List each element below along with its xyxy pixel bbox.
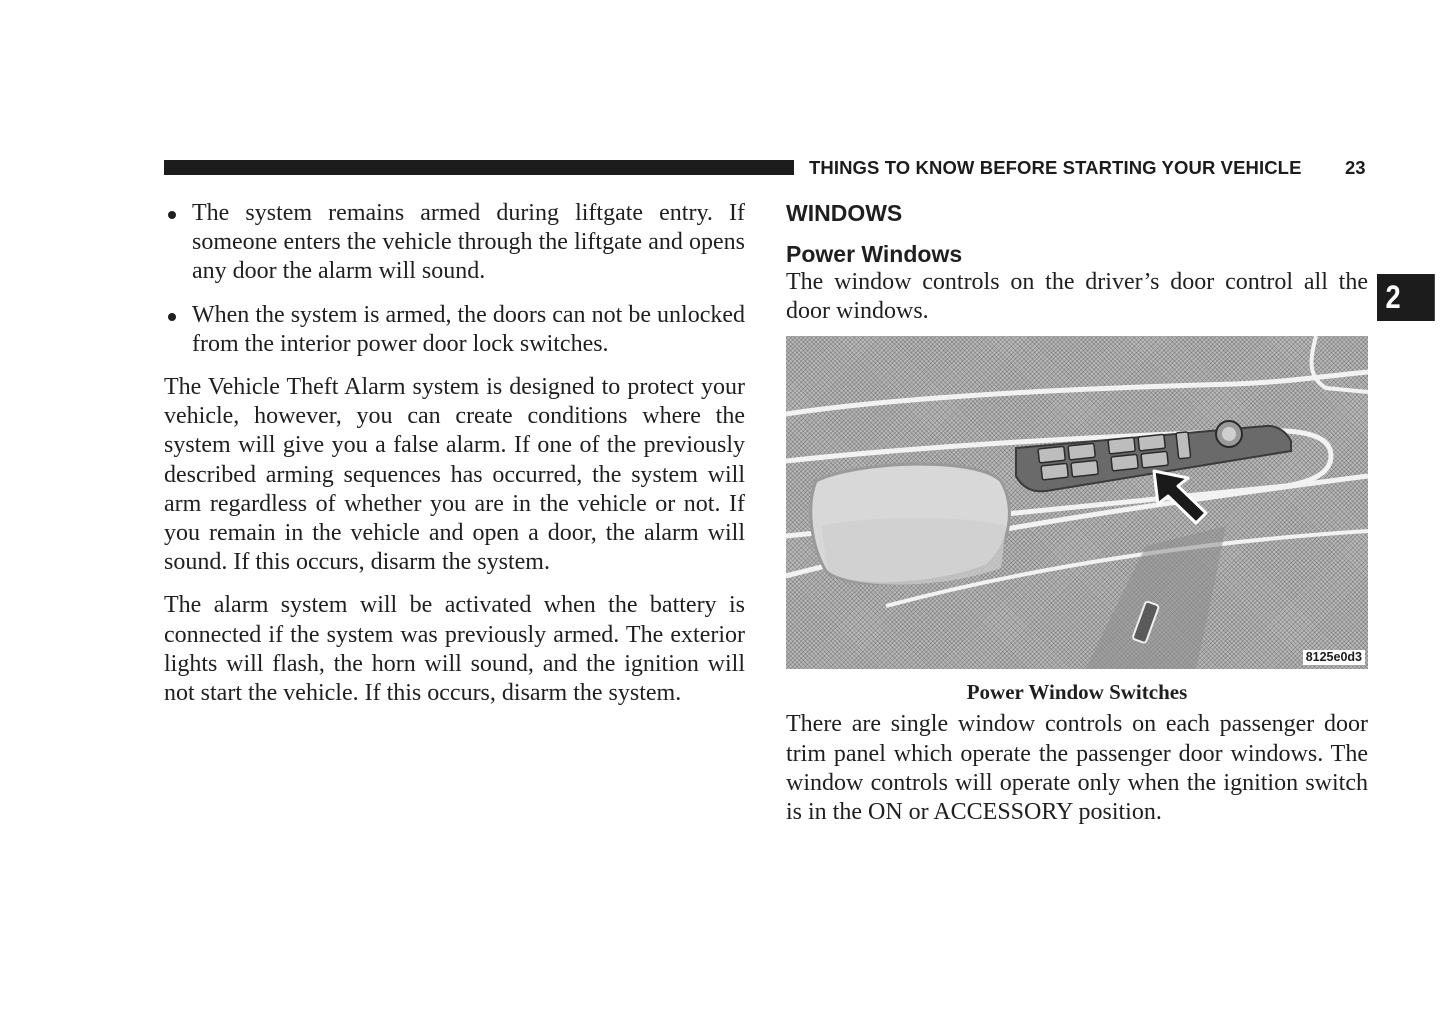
paragraph-battery: The alarm system will be activated when the battery is connected if the system was previously armed. The exterior lights will flash, the horn will sound, and the ignition will not start the vehicle. If this occurs, disarm the system. xyxy=(164,592,745,707)
intro-paragraph: The window controls on the driver’s door control all the door windows. xyxy=(786,269,1368,325)
figure-power-window-switches xyxy=(786,336,1368,669)
page-number: 23 xyxy=(1345,157,1366,178)
bullet-text: When the system is armed, the doors can not be unlocked from the interior power door lock switches. xyxy=(192,301,745,357)
header-rule xyxy=(164,160,794,175)
figure-caption: Power Window Switches xyxy=(966,680,1188,705)
body-paragraph: There are single window controls on each passenger door trim panel which operate the passenger door windows. The window controls will operate only when the ignition switch is in the ON or ACCESSORY position. xyxy=(786,711,1368,826)
left-column xyxy=(164,199,745,722)
bullet-list xyxy=(164,199,745,359)
bullet-item xyxy=(164,301,745,359)
bullet-text: The system remains armed during liftgate entry. If someone enters the vehicle through the liftgate and opens any door the alarm will sound. xyxy=(192,200,745,285)
door-panel-illustration xyxy=(786,336,1368,669)
right-column xyxy=(786,198,1368,841)
figure-code: 8125e0d3 xyxy=(1303,650,1365,665)
section-heading: WINDOWS xyxy=(786,200,903,226)
chapter-tab: 2 xyxy=(1377,274,1435,321)
bullet-dot-icon xyxy=(168,313,176,321)
bullet-item xyxy=(164,199,745,287)
bullet-dot-icon xyxy=(168,211,176,219)
header-section-title: THINGS TO KNOW BEFORE STARTING YOUR VEHICLE xyxy=(809,157,1302,178)
paragraph-false-alarm: The Vehicle Theft Alarm system is designed to protect your vehicle, however, you can create conditions where the system will give you a false alarm. If one of the previously described arming sequences has occurred, the system will arm regardless of whether you are in the vehicle or not. If you remain in the vehicle and open a door, the alarm will sound. If this occurs, disarm the system. xyxy=(164,374,745,576)
subheading: Power Windows xyxy=(786,241,963,267)
